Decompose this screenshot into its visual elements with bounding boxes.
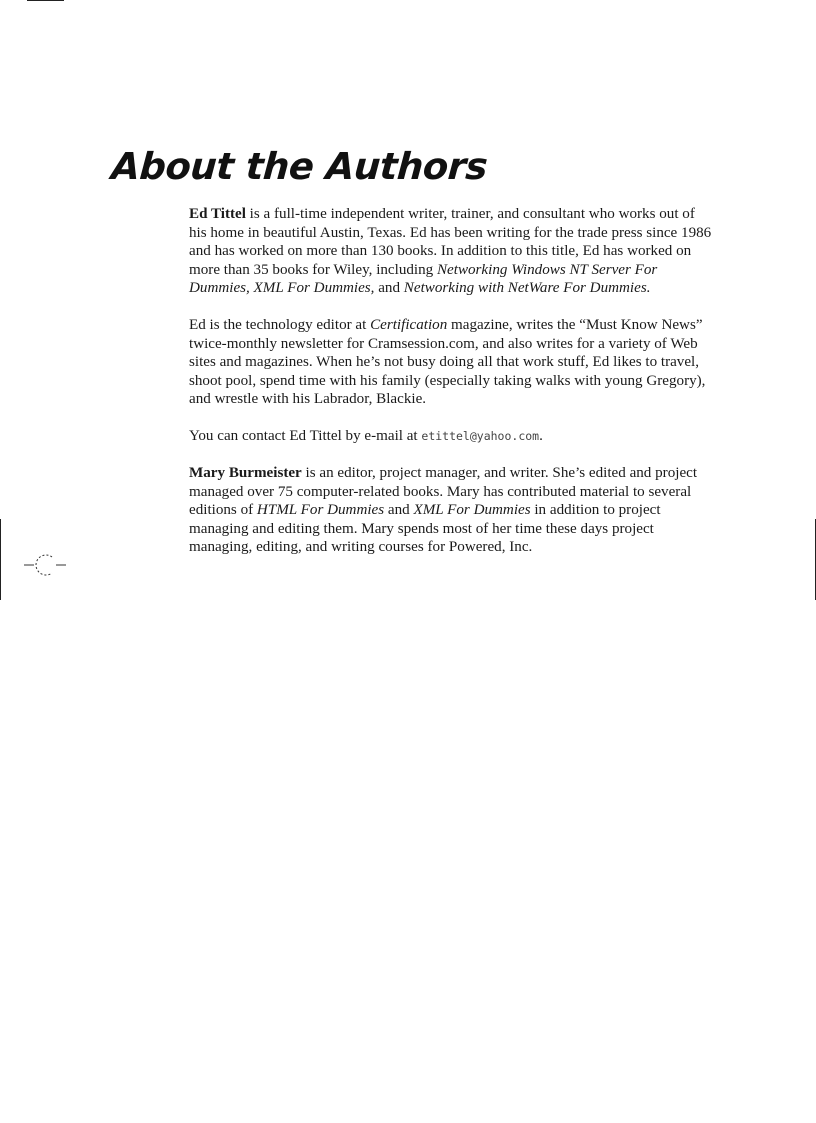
conjunction-text: and: [384, 502, 414, 518]
book-title: HTML For Dummies: [256, 502, 385, 518]
mary-bio-text: is an editor, project manager, and writer. She’s edited and project managed over 75 computer-related books. Mary has contributed material to several editions of: [189, 465, 698, 518]
conjunction-text: and: [374, 280, 404, 296]
ed-activities-text: Ed is the technology editor at: [189, 317, 371, 333]
contact-end: .: [539, 428, 543, 444]
ed-activities-paragraph: [189, 316, 714, 409]
author-bios: [189, 205, 714, 575]
contact-text: You can contact Ed Tittel by e-mail at: [189, 428, 422, 444]
author-name-ed: Ed Tittel: [189, 206, 246, 222]
email-address: etittel@yahoo.com: [421, 429, 540, 443]
book-title: Networking with NetWare For Dummies.: [403, 280, 651, 296]
mary-bio-text: in addition to project managing and editing them. Mary spends most of her time these days project managing, editing, and writing courses for Powered, Inc.: [189, 502, 661, 555]
page-title: About the Authors: [110, 145, 489, 188]
crop-mark-left: [0, 519, 1, 600]
crop-mark-top: [27, 0, 64, 1]
ed-activities-text: magazine, writes the “Must Know News” twice-monthly newsletter for Cramsession.com, and also writes for a variety of Web sites and magazines. When he’s not busy doing all that work stuff, Ed likes to travel, shoot pool, spend time with his family (especially taking walks with young Gregory), and wrestle with his Labrador, Blackie.: [189, 317, 706, 407]
magazine-title: Certification: [370, 317, 448, 333]
book-title: Networking Windows NT Server For Dummies, XML For Dummies,: [189, 261, 658, 296]
mary-bio-paragraph: [189, 464, 714, 557]
ed-bio-text: is a full-time independent writer, trainer, and consultant who works out of his home in beautiful Austin, Texas. Ed has been writing for the trade press since 1986 and has worked on more than 130 books. In addition to this title, Ed has worked on more than 35 books for Wiley, including: [189, 206, 712, 278]
registration-mark-icon: [24, 552, 66, 578]
author-name-mary: Mary Burmeister: [189, 465, 302, 481]
ed-contact-paragraph: [189, 427, 714, 446]
book-title: XML For Dummies: [413, 502, 531, 518]
ed-bio-paragraph: [189, 205, 714, 298]
